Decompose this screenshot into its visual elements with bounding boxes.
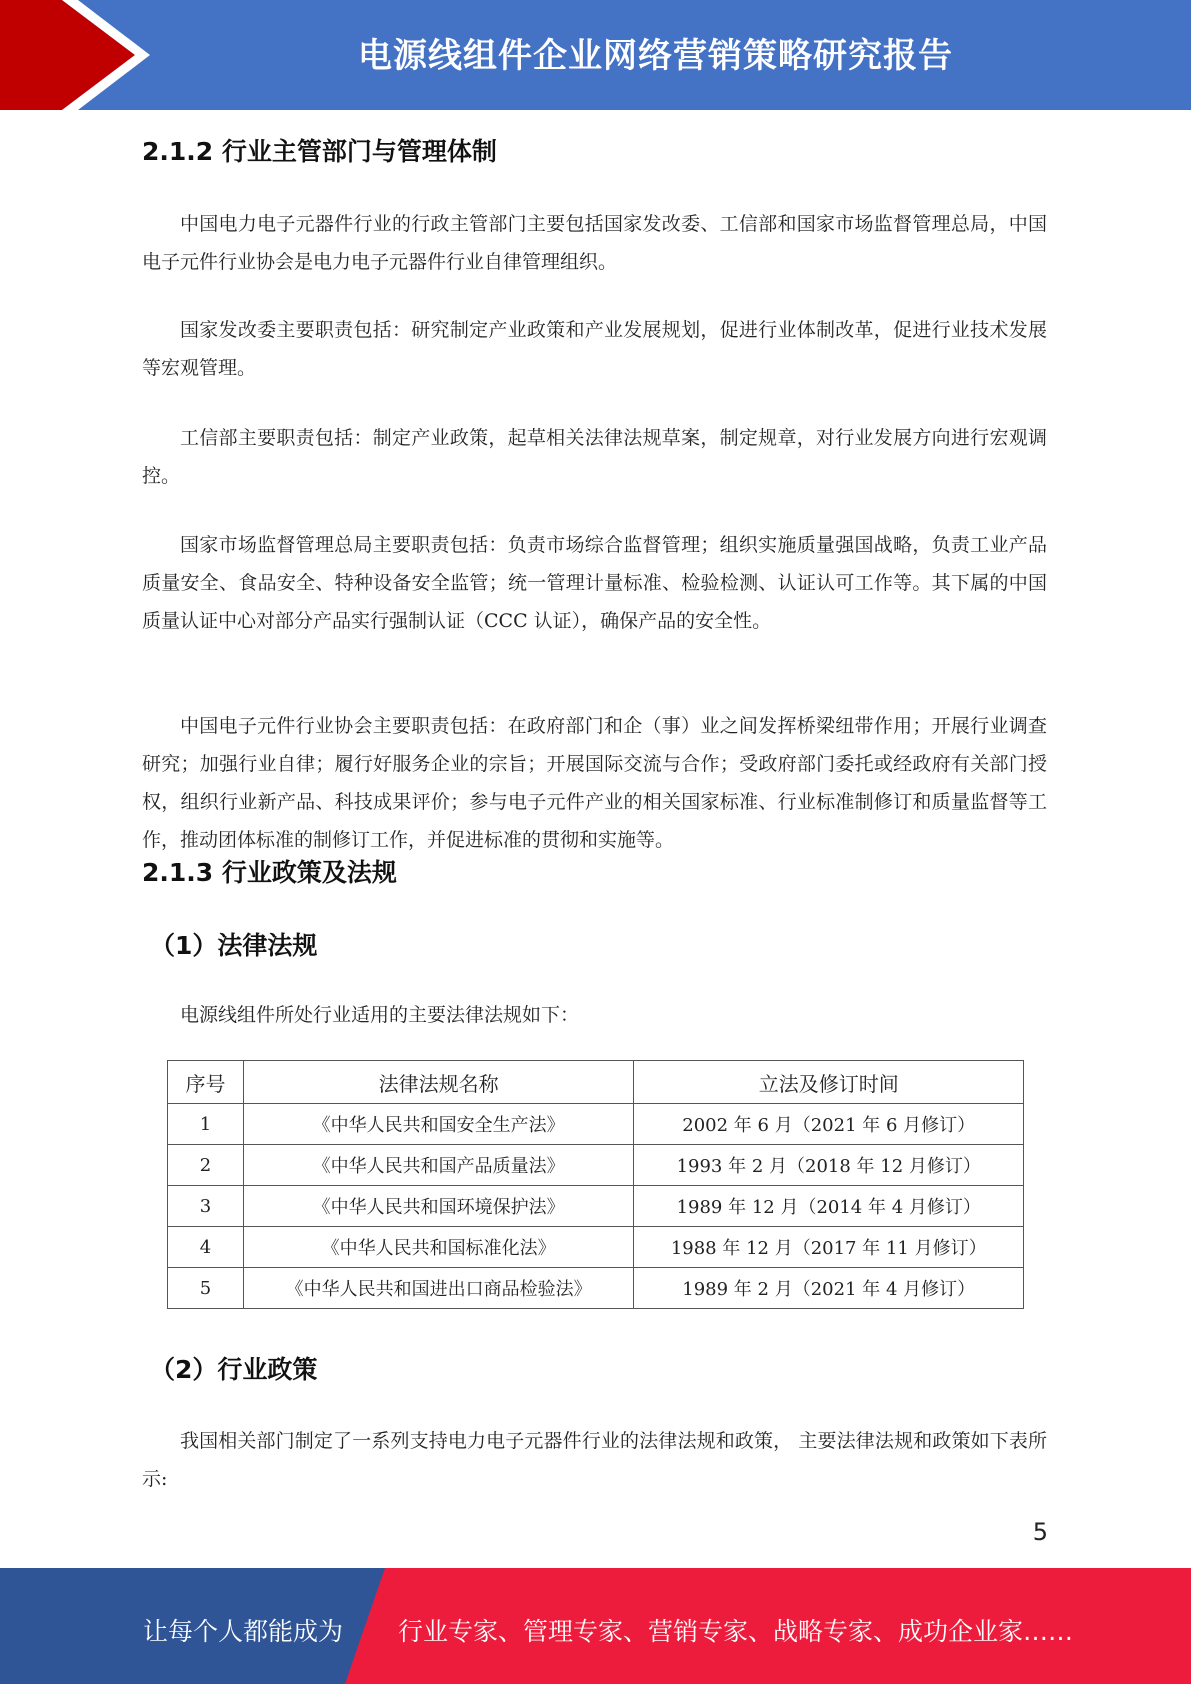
paragraph: 中国电子元件行业协会主要职责包括：在政府部门和企（事）业之间发挥桥梁纽带作用；开展行业调查研究；加强行业自律；履行好服务企业的宗旨；开展国际交流与合作；受政府部门委托或经政府有关部门授权，组织行业新产品、科技成果评价；参与电子元件产业的相关国家标准、行业标准制修订和质量监督等工作，推动团体标准的制修订工作，并促进标准的贯彻和实施等。 (142, 715, 1047, 851)
cell-date: 1988 年 12 月（2017 年 11 月修订） (634, 1227, 1024, 1268)
cell-law-name: 《中华人民共和国产品质量法》 (243, 1145, 634, 1186)
header-cell: 立法及修订时间 (634, 1061, 1024, 1104)
paragraph: 国家市场监督管理总局主要职责包括：负责市场综合监督管理；组织实施质量强国战略，负责工业产品质量安全、食品安全、特种设备安全监管；统一管理计量标准、检验检测、认证认可工作等。其下属的中国质量认证中心对部分产品实行强制认证（CCC 认证），确保产品的安全性。 (142, 534, 1047, 632)
cell-date: 1993 年 2 月（2018 年 12 月修订） (634, 1145, 1024, 1186)
header-cell: 法律法规名称 (243, 1061, 634, 1104)
cell-law-name: 《中华人民共和国环境保护法》 (243, 1186, 634, 1227)
cell-date: 1989 年 2 月（2021 年 4 月修订） (634, 1268, 1024, 1309)
policy-intro: 我国相关部门制定了一系列支持电力电子元器件行业的法律法规和政策， 主要法律法规和政策如下表所示: (142, 1430, 1047, 1490)
subsection-heading-laws: （1）法律法规 (150, 931, 318, 960)
section-heading-2-1-3: 2.1.3 行业政策及法规 (142, 858, 397, 887)
cell-law-name: 《中华人民共和国标准化法》 (243, 1227, 634, 1268)
table-row (168, 1145, 1024, 1186)
page-header (0, 0, 1191, 110)
cell-date: 1989 年 12 月（2014 年 4 月修订） (634, 1186, 1024, 1227)
paragraph: 工信部主要职责包括：制定产业政策，起草相关法律法规草案，制定规章，对行业发展方向进行宏观调控。 (142, 427, 1047, 487)
table-row (168, 1186, 1024, 1227)
laws-intro: 电源线组件所处行业适用的主要法律法规如下： (180, 1004, 580, 1026)
report-title: 电源线组件企业网络营销策略研究报告 (358, 36, 953, 76)
header-cell: 序号 (168, 1061, 244, 1104)
table-header-row (168, 1061, 1024, 1104)
cell-index: 3 (168, 1186, 244, 1227)
cell-law-name: 《中华人民共和国安全生产法》 (243, 1104, 634, 1145)
subsection-heading-policy: （2）行业政策 (150, 1355, 318, 1384)
table-row (168, 1227, 1024, 1268)
table-row (168, 1268, 1024, 1309)
paragraph: 中国电力电子元器件行业的行政主管部门主要包括国家发改委、工信部和国家市场监督管理总局，中国电子元件行业协会是电力电子元器件行业自律管理组织。 (142, 213, 1047, 273)
cell-index: 4 (168, 1227, 244, 1268)
cell-index: 5 (168, 1268, 244, 1309)
footer-slogan-left: 让每个人都能成为 (143, 1617, 344, 1646)
page-number: 5 (1032, 1518, 1048, 1546)
cell-law-name: 《中华人民共和国进出口商品检验法》 (243, 1268, 634, 1309)
paragraph: 国家发改委主要职责包括：研究制定产业政策和产业发展规划，促进行业体制改革，促进行业技术发展等宏观管理。 (142, 319, 1047, 379)
cell-date: 2002 年 6 月（2021 年 6 月修订） (634, 1104, 1024, 1145)
footer-slogan-right: 行业专家、管理专家、营销专家、战略专家、成功企业家…… (398, 1617, 1074, 1646)
cell-index: 2 (168, 1145, 244, 1186)
cell-index: 1 (168, 1104, 244, 1145)
laws-table (167, 1060, 1024, 1309)
section-heading-2-1-2: 2.1.2 行业主管部门与管理体制 (142, 137, 497, 166)
page-footer (0, 1568, 1191, 1684)
table-row (168, 1104, 1024, 1145)
